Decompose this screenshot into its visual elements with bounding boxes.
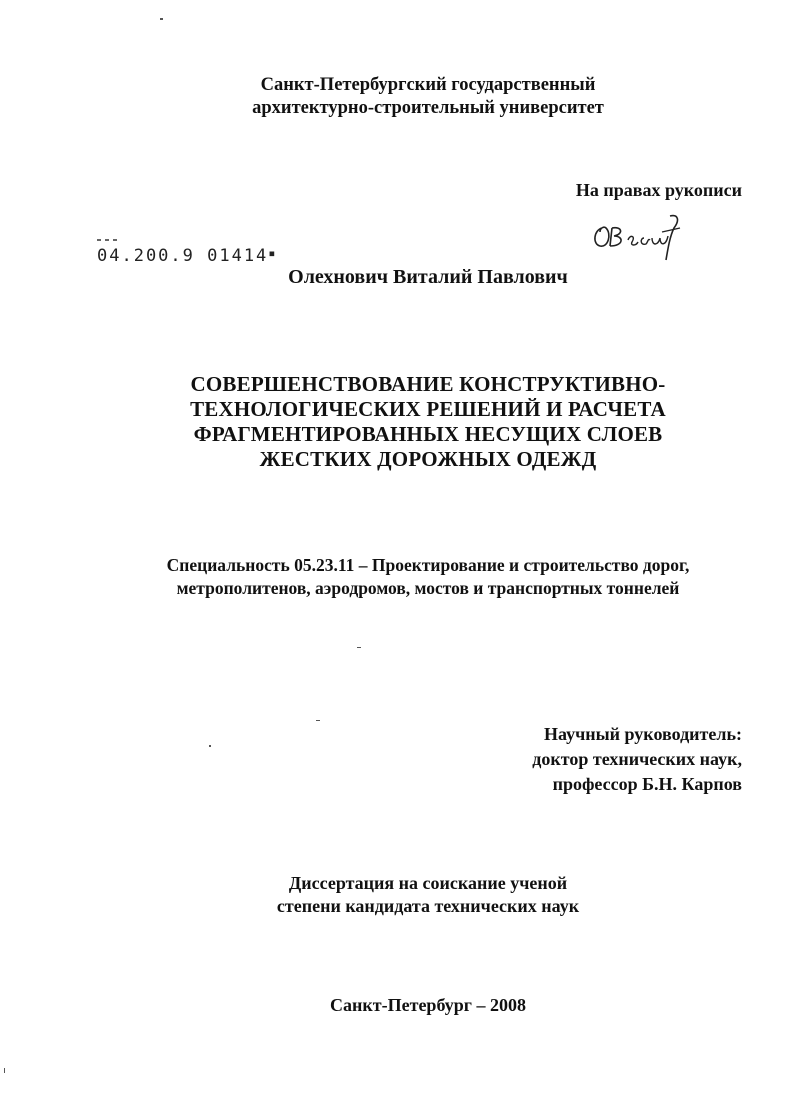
title-line-4: ЖЕСТКИХ ДОРОЖНЫХ ОДЕЖД bbox=[259, 447, 597, 471]
scan-speck bbox=[357, 647, 361, 648]
supervisor-label: Научный руководитель: bbox=[544, 724, 742, 744]
scan-speck bbox=[160, 18, 163, 20]
university-line-1: Санкт-Петербургский государственный bbox=[260, 75, 596, 95]
dissertation-line-1: Диссертация на соискание ученой bbox=[288, 873, 568, 893]
university-header bbox=[0, 74, 796, 120]
manuscript-note: На правах рукописи bbox=[575, 180, 742, 200]
stamp-code: 04.200.9 01414 bbox=[97, 246, 269, 266]
title-line-3: ФРАГМЕНТИРОВАННЫХ НЕСУЩИХ СЛОЕВ bbox=[193, 422, 663, 446]
scan-speck bbox=[316, 720, 320, 721]
university-line-2: архитектурно-строительный университет bbox=[252, 98, 604, 118]
archive-stamp-code bbox=[97, 246, 278, 266]
specialty bbox=[0, 554, 796, 600]
title-line-2: ТЕХНОЛОГИЧЕСКИХ РЕШЕНИЙ И РАСЧЕТА bbox=[190, 397, 666, 421]
author-name: Олехнович Виталий Павлович bbox=[288, 266, 568, 288]
scan-speck bbox=[4, 1068, 5, 1073]
dissertation-title bbox=[0, 372, 796, 472]
city-year: Санкт-Петербург – 2008 bbox=[330, 995, 526, 1015]
supervisor-degree: доктор технических наук, bbox=[532, 749, 742, 769]
specialty-line-2: метрополитенов, аэродромов, мостов и транспортных тоннелей bbox=[176, 578, 680, 598]
signature-icon bbox=[588, 206, 688, 262]
scan-speck bbox=[209, 745, 211, 747]
stamp-marks bbox=[97, 238, 119, 242]
title-line-1: СОВЕРШЕНСТВОВАНИЕ КОНСТРУКТИВНО- bbox=[190, 372, 666, 396]
stamp-mark: ▪ bbox=[268, 246, 278, 260]
dissertation-line-2: степени кандидата технических наук bbox=[276, 896, 580, 916]
supervisor-block bbox=[500, 722, 742, 797]
supervisor-name: профессор Б.Н. Карпов bbox=[552, 774, 742, 794]
dissertation-note bbox=[0, 872, 796, 918]
specialty-line-1: Специальность 05.23.11 – Проектирование и строительство дорог, bbox=[166, 555, 690, 575]
